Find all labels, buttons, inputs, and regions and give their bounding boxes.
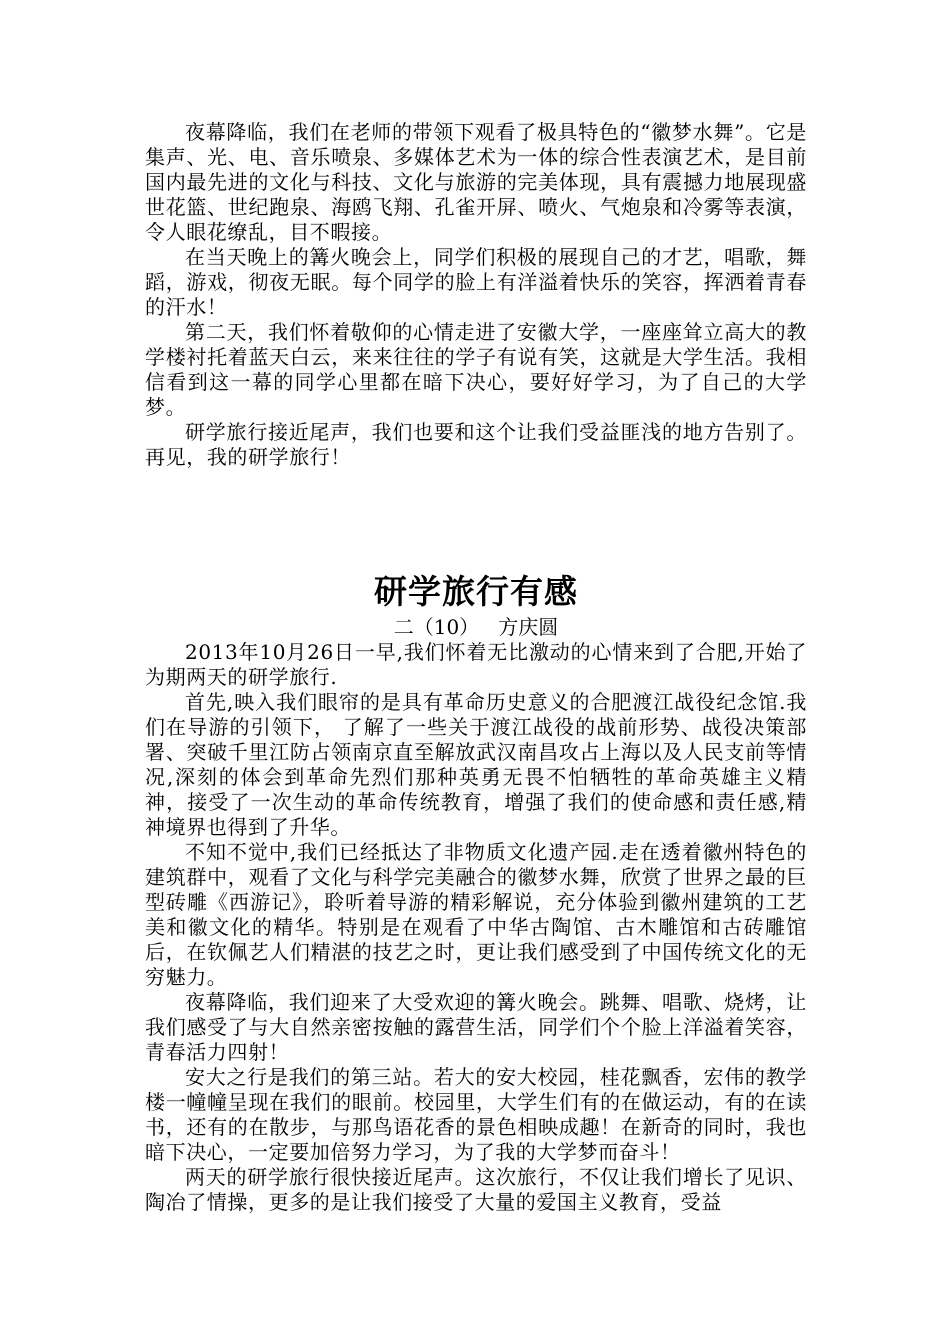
- essay: [145, 570, 807, 1215]
- document-page: [145, 120, 807, 1215]
- section-spacer: [145, 470, 807, 570]
- paragraph: 不知不觉中,我们已经抵达了非物质文化遗产园.走在透着徽州特色的建筑群中，观看了文化与科学完美融合的徽梦水舞，欣赏了世界之最的巨型砖雕《西游记》，聆听着导游的精彩解说，充分体验到徽州建筑的工艺美和徽文化的精华。特别是在观看了中华古陶馆、古木雕馆和古砖雕馆后，在钦佩艺人们精湛的技艺之时，更让我们感受到了中国传统文化的无穷魅力。: [145, 840, 807, 989]
- paragraph: 2013年10月26日一早,我们怀着无比激动的心情来到了合肥,开始了为期两天的研学旅行.: [145, 640, 807, 689]
- essay-continued: [145, 120, 807, 470]
- paragraph: 夜幕降临，我们迎来了大受欢迎的篝火晚会。跳舞、唱歌、烧烤，让我们感受了与大自然亲密按触的露营生活，同学们个个脸上洋溢着笑容，青春活力四射！: [145, 990, 807, 1064]
- paragraph: 安大之行是我们的第三站。若大的安大校园，桂花飘香，宏伟的教学楼一幢幢呈现在我们的眼前。校园里，大学生们有的在做运动，有的在读书，还有的在散步，与那鸟语花香的景色相映成趣！在新奇的同时，我也暗下决心，一定要加倍努力学习，为了我的大学梦而奋斗！: [145, 1065, 807, 1164]
- paragraph: 在当天晚上的篝火晚会上，同学们积极的展现自己的才艺，唱歌，舞蹈，游戏，彻夜无眠。每个同学的脸上有洋溢着快乐的笑容，挥洒着青春的汗水！: [145, 245, 807, 319]
- paragraph: 两天的研学旅行很快接近尾声。这次旅行，不仅让我们增长了见识、陶冶了情操，更多的是让我们接受了大量的爱国主义教育，受益: [145, 1165, 807, 1214]
- essay-title: 研学旅行有感: [374, 572, 578, 611]
- paragraph: 夜幕降临，我们在老师的带领下观看了极具特色的“徽梦水舞”。它是集声、光、电、音乐喷泉、多媒体艺术为一体的综合性表演艺术，是目前国内最先进的文化与科技、文化与旅游的完美体现，具有震撼力地展现盛世花篮、世纪跑泉、海鸥飞翔、孔雀开屏、喷火、气炮泉和冷雾等表演，令人眼花缭乱，目不暇接。: [145, 120, 807, 244]
- paragraph: 首先,映入我们眼帘的是具有革命历史意义的合肥渡江战役纪念馆.我们在导游的引领下， 了解了一些关于渡江战役的战前形势、战役决策部署、突破千里江防占领南京直至解放武汉南昌攻占上海以及人民支前等情况,深刻的体会到革命先烈们那种英勇无畏不怕牺牲的革命英雄主义精神，接受了一次生动的革命传统教育，增强了我们的使命感和责任感,精神境界也得到了升华。: [145, 690, 807, 839]
- author-byline: 二（10） 方庆圆: [393, 615, 559, 639]
- paragraph: 研学旅行接近尾声，我们也要和这个让我们受益匪浅的地方告别了。再见，我的研学旅行！: [145, 420, 807, 469]
- paragraph: 第二天，我们怀着敬仰的心情走进了安徽大学，一座座耸立高大的教学楼衬托着蓝天白云，来来往往的学子有说有笑，这就是大学生活。我相信看到这一幕的同学心里都在暗下决心，要好好学习，为了自己的大学梦。: [145, 320, 807, 419]
